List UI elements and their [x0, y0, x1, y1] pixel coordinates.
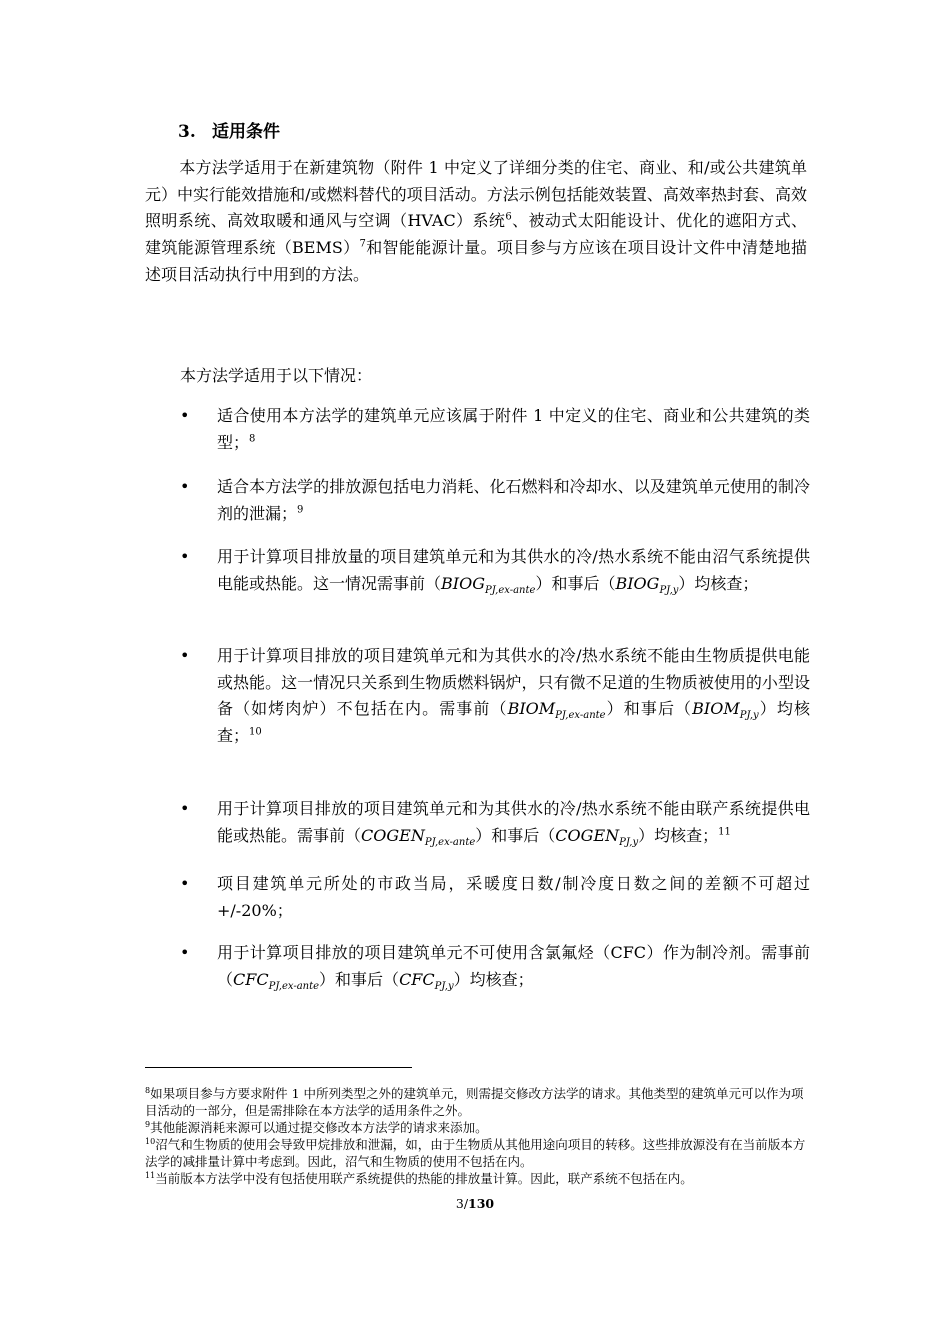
- var-biom-sub-y: PJ,y: [739, 710, 759, 722]
- condition-3-text: 用于计算项目排放量的项目建筑单元和为其供水的冷/热水系统不能由沼气系统提供电能或热能。这一情况需事前（: [217, 547, 810, 593]
- condition-5-text: 用于计算项目排放的项目建筑单元和为其供水的冷/热水系统不能由联产系统提供电能或热能。需事前（: [217, 799, 810, 845]
- bullet-icon: •: [180, 874, 190, 893]
- page-current: 3: [455, 1196, 464, 1211]
- conditions-intro: 本方法学适用于以下情况：: [180, 366, 373, 385]
- footnote-separator: [145, 1067, 412, 1068]
- footnote-8-text: 如果项目参与方要求附件 1 中所列类型之外的建筑单元，则需提交修改方法学的请求。其他类型的建筑单元可以作为项目活动的一部分，但是需排除在本方法学的适用条件之外。: [145, 1086, 804, 1118]
- var-biom: BIOM: [507, 699, 556, 719]
- footnote-9: [145, 1119, 815, 1136]
- var-cogen-sub-y: PJ,y: [619, 836, 639, 848]
- footnote-10-text: 沼气和生物质的使用会导致甲烷排放和泄漏，如，由于生物质从其他用途向项目的转移。这些排放源没有在当前版本方法学的减排量计算中考虑到。因此，沼气和生物质的使用不包括在内。: [145, 1137, 806, 1169]
- var-cfc-y: CFC: [399, 969, 435, 989]
- footnote-ref-9[interactable]: 9: [297, 504, 304, 516]
- scope-paragraph: [145, 155, 807, 289]
- bullet-icon: •: [180, 943, 190, 962]
- bullet-icon: •: [180, 646, 190, 665]
- var-cogen-y: COGEN: [555, 825, 620, 845]
- var-biog-y: BIOG: [615, 573, 660, 593]
- section-title: 适用条件: [212, 122, 280, 142]
- bullet-icon: •: [180, 799, 190, 818]
- condition-4-text: 用于计算项目排放的项目建筑单元和为其供水的冷/热水系统不能由生物质提供电能或热能。这一情况只关系到生物质燃料锅炉，只有微不足道的生物质被使用的小型设备（如烤肉炉）不包括在内。需事前（: [217, 646, 810, 719]
- condition-2-text: 适合本方法学的排放源包括电力消耗、化石燃料和冷却水、以及建筑单元使用的制冷剂的泄漏；: [217, 477, 810, 523]
- condition-item-3: [180, 544, 810, 597]
- footnote-10: [145, 1136, 815, 1170]
- condition-7-text-2: ）和事后（: [319, 969, 400, 989]
- condition-item-1: [180, 403, 810, 456]
- condition-4-text-2: ）和事后（: [605, 699, 693, 719]
- footnote-9-number: 9: [145, 1119, 151, 1129]
- condition-item-2: [180, 474, 810, 527]
- condition-item-5: [180, 796, 810, 849]
- condition-item-4: [180, 643, 810, 750]
- bullet-icon: •: [180, 406, 190, 425]
- footnote-ref-6[interactable]: 6: [505, 212, 512, 224]
- section-number: 3.: [178, 122, 196, 142]
- condition-7-text-3: ）均核查；: [453, 969, 534, 989]
- var-biom-sub-exante: PJ,ex-ante: [555, 710, 606, 722]
- condition-item-7: [180, 940, 810, 993]
- bullet-icon: •: [180, 477, 190, 496]
- scope-text-3: 和智能能源计量。项目参与方应该在项目设计文件中清楚地描述项目活动执行中用到的方法。: [145, 238, 807, 284]
- footnote-9-text: 其他能源消耗来源可以通过提交修改本方法学的请求来添加。: [150, 1120, 488, 1135]
- condition-5-text-2: ）和事后（: [475, 825, 556, 845]
- var-biog-sub-exante: PJ,ex-ante: [485, 584, 536, 596]
- scope-text-1: 本方法学适用于在新建筑物（附件 1 中定义了详细分类的住宅、商业、和/或公共建筑单元）中实行能效措施和/或燃料替代的项目活动。方法示例包括能效装置、高效率热封套、高效照明系统、高效取暖和通风与空调（HVAC）系统: [145, 158, 807, 231]
- condition-4-text-3: ）均核查；: [217, 699, 810, 746]
- var-biog: BIOG: [441, 573, 485, 593]
- footnotes: [145, 1085, 815, 1187]
- footnote-ref-10[interactable]: 10: [249, 726, 262, 738]
- var-biom-y: BIOM: [692, 699, 740, 719]
- footnote-8-number: 8: [145, 1085, 151, 1095]
- footnote-11-number: 11: [145, 1170, 156, 1180]
- section-heading: [178, 117, 280, 142]
- var-cogen-sub-exante: PJ,ex-ante: [424, 836, 476, 848]
- var-cfc-sub-exante: PJ,ex-ante: [268, 980, 320, 992]
- condition-item-6: [180, 871, 810, 924]
- footnote-ref-8[interactable]: 8: [249, 433, 256, 445]
- footnote-8: [145, 1085, 815, 1119]
- footnote-ref-7[interactable]: 7: [359, 238, 366, 250]
- var-biog-sub-y: PJ,y: [659, 584, 679, 596]
- condition-6-text: 项目建筑单元所处的市政当局，采暖度日数/制冷度日数之间的差额不可超过+/-20%；: [217, 874, 810, 920]
- page-number: [0, 1196, 950, 1211]
- footnote-11: [145, 1170, 815, 1187]
- var-cfc-sub-y: PJ,y: [434, 980, 454, 992]
- page-total: 130: [468, 1196, 495, 1211]
- bullet-icon: •: [180, 547, 190, 566]
- condition-5-text-3: ）均核查；: [638, 825, 719, 845]
- condition-7-text: 用于计算项目排放的项目建筑单元不可使用含氯氟烃（CFC）作为制冷剂。需事前（: [217, 943, 810, 989]
- condition-1-text: 适合使用本方法学的建筑单元应该属于附件 1 中定义的住宅、商业和公共建筑的类型；: [217, 406, 810, 452]
- scope-text-2: 、被动式太阳能设计、优化的遮阳方式、建筑能源管理系统（BEMS）: [145, 211, 807, 258]
- footnote-11-text: 当前版本方法学中没有包括使用联产系统提供的热能的排放量计算。因此，联产系统不包括在内。: [155, 1171, 693, 1186]
- condition-3-text-3: ）均核查；: [678, 573, 759, 593]
- page-separator: /: [463, 1196, 469, 1211]
- footnote-ref-11[interactable]: 11: [718, 826, 731, 838]
- condition-3-text-2: ）和事后（: [535, 573, 616, 593]
- var-cfc: CFC: [233, 969, 269, 989]
- footnote-10-number: 10: [145, 1136, 156, 1146]
- var-cogen: COGEN: [361, 825, 425, 845]
